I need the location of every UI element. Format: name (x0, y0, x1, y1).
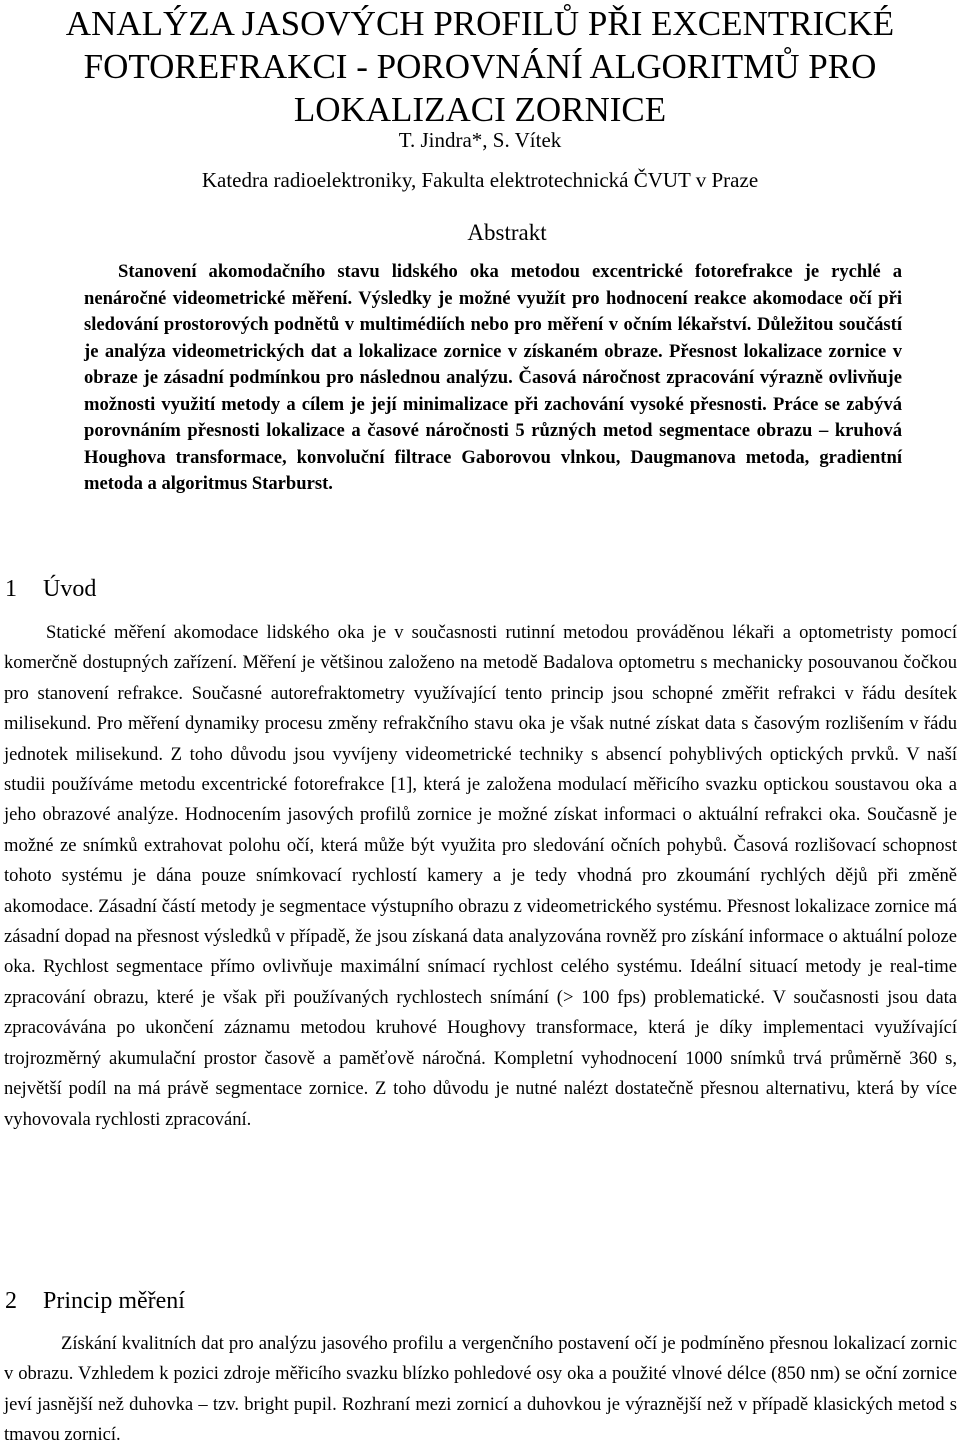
section-number-2: 2 (5, 1288, 17, 1314)
section-title-1: Úvod (43, 576, 97, 602)
section-heading-2 (5, 1288, 185, 1315)
paper-title (40, 2, 920, 131)
section-heading-1 (5, 576, 96, 603)
abstract-text: Stanovení akomodačního stavu lidského oka metodou excentrické fotorefrakce je rychlé a nenáročné videometrické měření. Výsledky je možné využít pro hodnocení reakce akomodace očí při sledování prostorových podnětů v multimédiích nebo pro měření v očním lékařství. Důležitou součástí je analýza videometrických dat a lokalizace zornice v získaném obraze. Přesnost lokalizace zornice v obraze je zásadní podmínkou pro následnou analýzu. Časová náročnost zpracování výrazně ovlivňuje možnosti využití metody a cílem je její minimalizace při zachování vysoké přesnosti. Práce se zabývá porovnáním přesnosti lokalizace a časové náročnosti 5 různých metod segmentace obrazu – kruhová Houghova transformace, konvoluční filtrace Gaborovou vlnkou, Daugmanova metoda, gradientní metoda a algoritmus Starburst. (84, 261, 902, 494)
affiliation: Katedra radioelektroniky, Fakulta elektrotechnická ČVUT v Praze (201, 168, 759, 192)
title-line-3: LOKALIZACI ZORNICE (293, 90, 667, 129)
title-line-1: ANALÝZA JASOVÝCH PROFILŮ PŘI EXCENTRICKÉ (65, 4, 895, 43)
section-number-1: 1 (5, 576, 17, 602)
section-title-2: Princip měření (43, 1288, 185, 1314)
section-1-text: Statické měření akomodace lidského oka je v současnosti rutinní metodou prováděnou lékaři a optometristy pomocí komerčně dostupných zařízení. Měření je většinou založeno na metodě Badalova optometru s mechanicky posouvanou čočkou pro stanovení refrakce. Současné autorefraktometry využívající tento princip jsou schopné změřit refrakci v řádu desítek milisekund. Pro měření dynamiky procesu změny refrakčního stavu oka je však nutné získat data s časovým rozlišením v řádu jednotek milisekund. Z toho důvodu jsou vyvíjeny videometrické techniky s absencí pohyblivých optických prvků. V naší studii používáme metodu excentrické fotorefrakce [1], která je založena modulací měřicího svazku optickou soustavou oka a jeho obrazové analýze. Hodnocením jasových profilů zornice je možné získat informaci o aktuální refrakci oka. Současně je možné ze snímků extrahovat polohu očí, která může být využita pro sledování očních pohybů. Časová rozlišovací schopnost tohoto systému je dána pouze snímkovací rychlostí kamery a je tedy vhodná pro zkoumání rychlých dějů při změně akomodace. Zásadní částí metody je segmentace výstupního obrazu z videometrického systému. Přesnost lokalizace zornice má zásadní dopad na přesnost výsledků v případě, že jsou získaná data analyzována rovněž pro získání informace o aktuální poloze oka. Rychlost segmentace přímo ovlivňuje maximální snímací rychlost celého systému. Ideální situací metody je real-time zpracování obrazu, které je však při používaných rychlostech snímání (> 100 fps) problematické. V současnosti jsou data zpracovávána po ukončení záznamu metodou kruhové Houghovy transformace, která je díky implementaci využívající trojrozměrný akumulační prostor časově a paměťově náročná. Kompletní vyhodnocení 1000 snímků trvá průměrně 360 s, největší podíl na má právě segmentace zornice. Z toho důvodu je nutné nalézt dostatečně přesnou alternativu, která by více vyhovovala rychlosti zpracování. (4, 622, 957, 1130)
abstract-heading: Abstrakt (467, 220, 547, 245)
section-2-text: Získání kvalitních dat pro analýzu jasového profilu a vergenčního postavení očí je podmíněno přesnou lokalizací zornic v obrazu. Vzhledem k pozici zdroje měřicího svazku blízko pohledové osy oka a použité vlnové délce (850 nm) se oční zornice jeví jasnější než duhovka – tzv. bright pupil. Rozhraní mezi zornicí a duhovkou je výraznější než v případě klasických metod s tmavou zornicí. (4, 1333, 957, 1446)
authors: T. Jindra*, S. Vítek (398, 128, 562, 152)
title-line-2: FOTOREFRAKCI - POROVNÁNÍ ALGORITMŮ PRO (83, 47, 877, 86)
